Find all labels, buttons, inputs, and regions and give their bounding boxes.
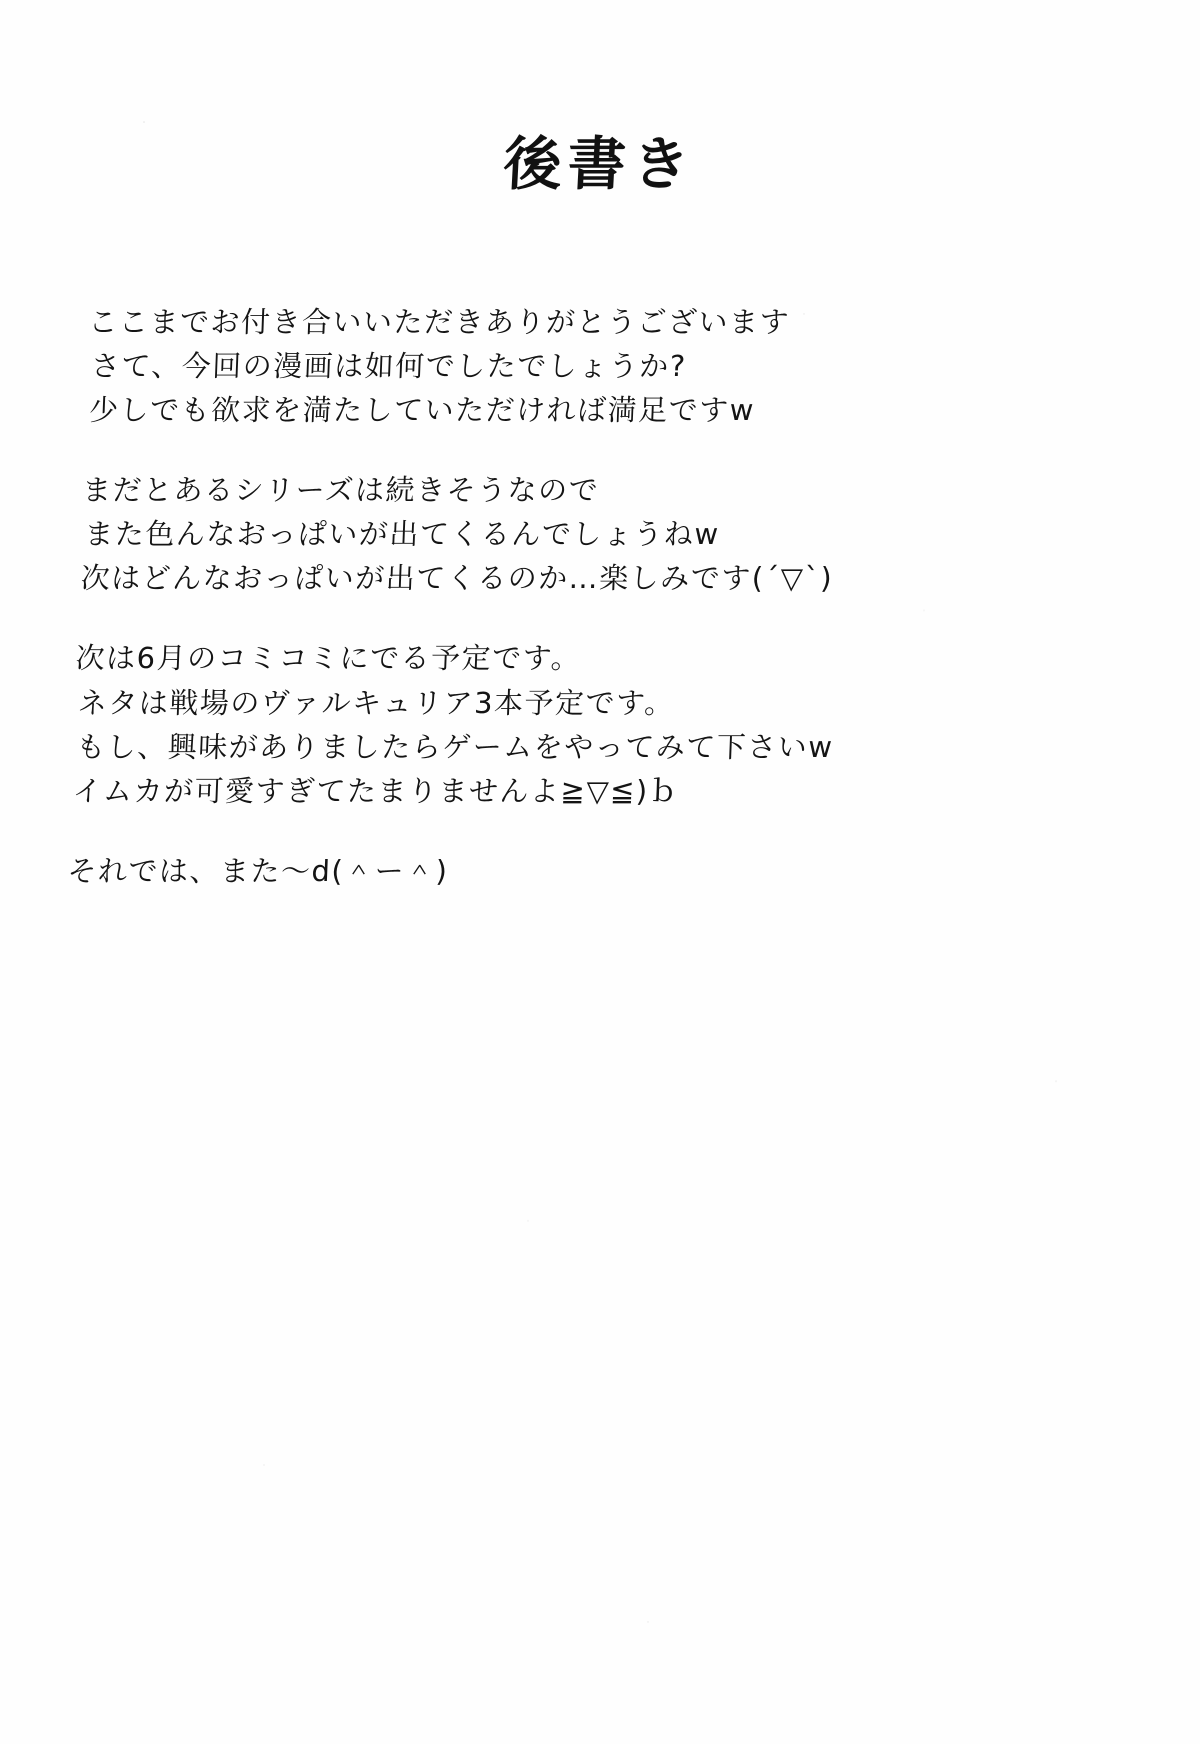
page-title: 後書き bbox=[501, 129, 698, 198]
text-line: まだとあるシリーズは続きそうなので bbox=[81, 473, 600, 508]
text-line: ここまでお付き合いいただきありがとうございます bbox=[87, 305, 791, 339]
text-line: イムカが可愛すぎてたまりませんよ≧▽≦)ｂ bbox=[71, 773, 680, 808]
text-line: 次は6月のコミコミにでる予定です。 bbox=[74, 641, 582, 676]
text-line: さて、今回の漫画は如何でしたでしょうか? bbox=[90, 349, 688, 384]
text-line: また色んなおっぱいが出てくるんでしょうねw bbox=[83, 517, 721, 552]
text-line: 少しでも欲求を満たしていただければ満足ですw bbox=[88, 393, 756, 428]
text-line: 次はどんなおっぱいが出てくるのか…楽しみです(´▽`) bbox=[80, 561, 834, 596]
paragraph-1 bbox=[84, 300, 1139, 432]
paragraph-2 bbox=[78, 468, 1133, 600]
text-line: それでは、また～d(＾ー＾) bbox=[66, 853, 450, 888]
paragraph-3 bbox=[70, 636, 1127, 812]
text-line: もし、興味がありましたらゲームをやってみて下さいw bbox=[75, 729, 835, 764]
paragraph-4 bbox=[67, 849, 1119, 893]
text-line: ネタは戦場のヴァルキュリア3本予定です。 bbox=[77, 685, 676, 720]
afterword-body bbox=[67, 300, 1140, 893]
